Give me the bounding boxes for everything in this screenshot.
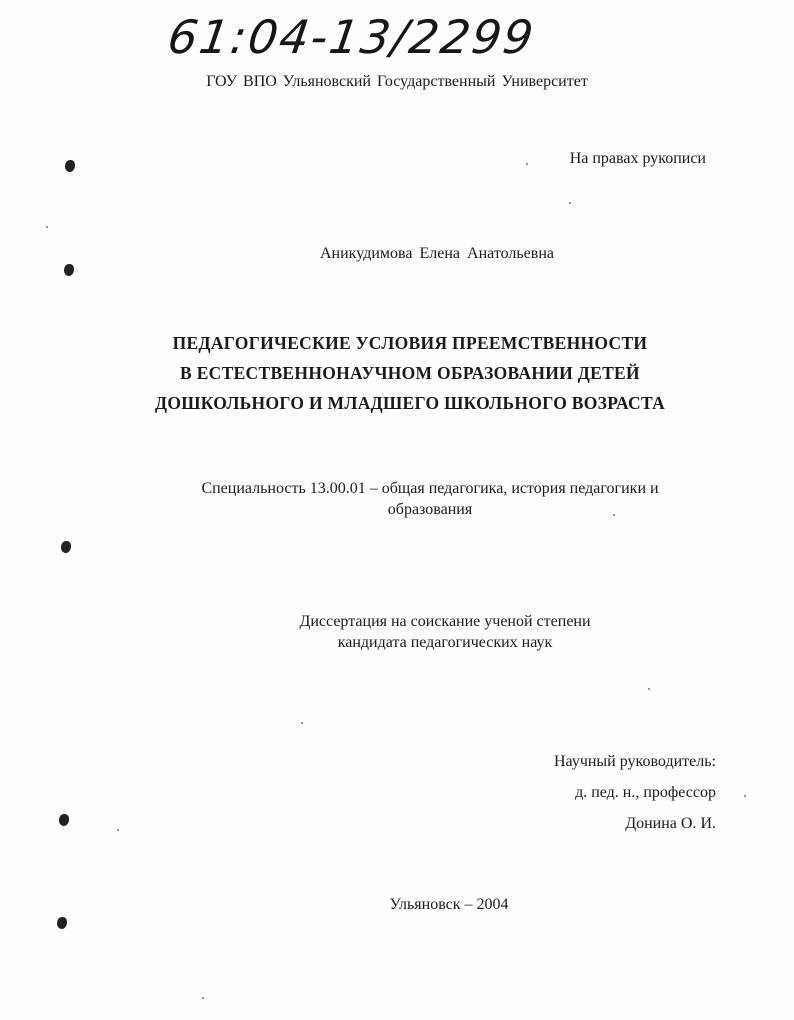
scan-speck bbox=[526, 163, 528, 165]
archive-number-handwritten: 61:04-13/2299 bbox=[164, 10, 539, 64]
binding-hole-mark bbox=[65, 160, 75, 172]
scan-speck bbox=[46, 226, 48, 228]
university-name: ГОУ ВПО Ульяновский Государственный Университет bbox=[206, 73, 588, 90]
supervisor-block bbox=[554, 746, 716, 839]
specialty-line-1: Специальность 13.00.01 – общая педагогика, история педагогики и bbox=[201, 480, 659, 497]
title-line-1: ПЕДАГОГИЧЕСКИЕ УСЛОВИЯ ПРЕЕМСТВЕННОСТИ bbox=[172, 333, 648, 353]
binding-hole-mark bbox=[57, 917, 67, 929]
supervisor-heading: Научный руководитель: bbox=[553, 753, 716, 770]
specialty bbox=[150, 478, 710, 520]
degree-line-1: Диссертация на соискание ученой степени bbox=[299, 613, 591, 630]
binding-hole-mark bbox=[64, 264, 74, 276]
title-line-3: ДОШКОЛЬНОГО И МЛАДШЕГО ШКОЛЬНОГО ВОЗРАСТА bbox=[154, 393, 666, 413]
supervisor-name: Донина О. И. bbox=[625, 815, 716, 832]
manuscript-note: На правах рукописи bbox=[569, 150, 706, 167]
degree-line-2: кандидата педагогических наук bbox=[337, 634, 553, 651]
scan-speck bbox=[301, 722, 303, 724]
scan-speck bbox=[117, 829, 119, 831]
scan-speck bbox=[744, 795, 746, 797]
degree-statement bbox=[240, 611, 650, 653]
binding-hole-mark bbox=[61, 541, 71, 553]
author-name: Аникудимова Елена Анатольевна bbox=[320, 245, 554, 262]
city-year: Ульяновск – 2004 bbox=[389, 896, 509, 913]
binding-hole-mark bbox=[59, 814, 69, 826]
scan-speck bbox=[569, 202, 571, 204]
scan-speck bbox=[202, 997, 204, 999]
specialty-line-2: образования bbox=[387, 501, 473, 518]
scan-speck bbox=[613, 514, 615, 516]
dissertation-title bbox=[0, 328, 794, 418]
scan-speck bbox=[648, 688, 650, 690]
supervisor-degree: д. пед. н., профессор bbox=[575, 784, 716, 801]
title-line-2: В ЕСТЕСТВЕННОНАУЧНОМ ОБРАЗОВАНИИ ДЕТЕЙ bbox=[180, 363, 640, 383]
